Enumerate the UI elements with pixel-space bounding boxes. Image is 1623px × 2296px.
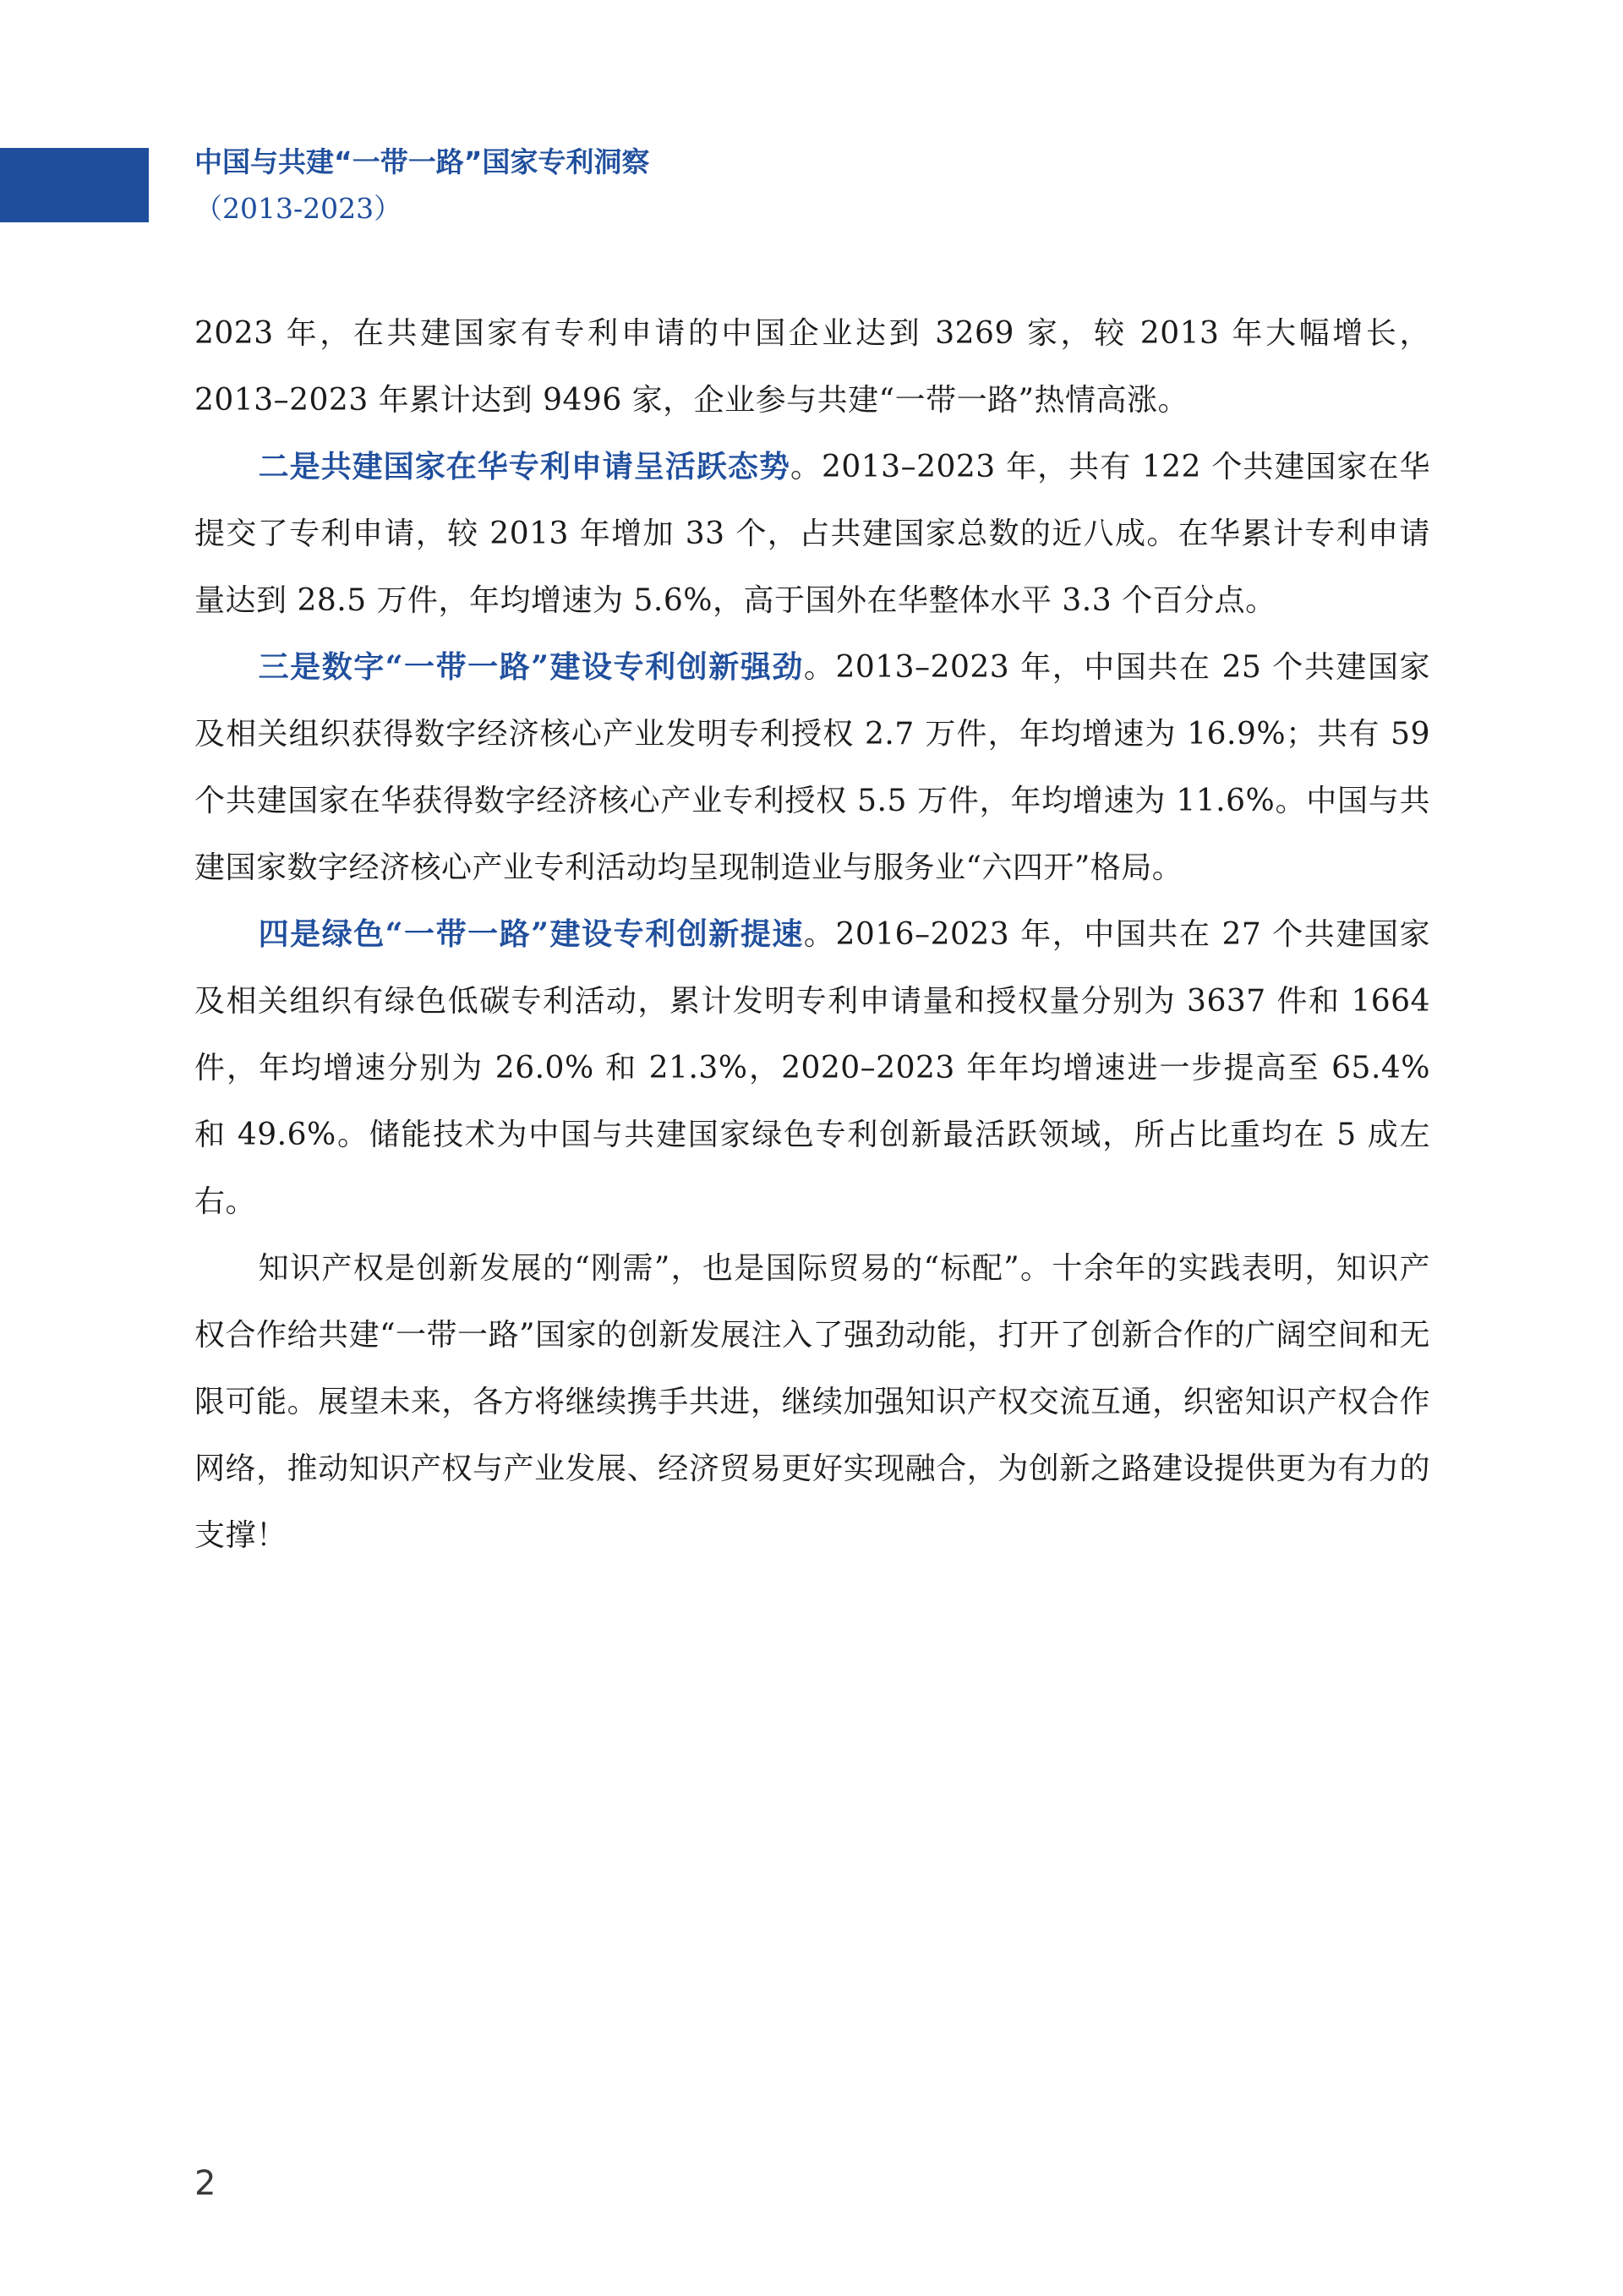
page-number: 2	[194, 2164, 216, 2203]
paragraph-lead: 二是共建国家在华专利申请呈活跃态势	[258, 449, 790, 484]
paragraph-text: 。2013–2023 年，中国共在 25 个共建国家及相关组织获得数字经济核心产业发明专利授权 2.7 万件，年均增速为 16.9%；共有 59 个共建国家在华获得数字经济核心产业专利授权 5.5 万件，年均增速为 11.6%。中国与共建国家数字经济核心产业专利活动均呈现制造业与服务业“六四开”格局。	[194, 650, 1430, 885]
paragraph-continued	[194, 300, 1430, 434]
running-header-title: 中国与共建“一带一路”国家专利洞察	[194, 145, 650, 178]
paragraph-point-four	[194, 901, 1430, 1235]
paragraph-text: 。2013–2023 年，共有 122 个共建国家在华提交了专利申请，较 2013 年增加 33 个，占共建国家总数的近八成。在华累计专利申请量达到 28.5 万件，年均增速为 5.6%，高于国外在华整体水平 3.3 个百分点。	[194, 450, 1430, 618]
paragraph-text: 知识产权是创新发展的“刚需”，也是国际贸易的“标配”。十余年的实践表明，知识产权合作给共建“一带一路”国家的创新发展注入了强劲动能，打开了创新合作的广阔空间和无限可能。展望未来，各方将继续携手共进，继续加强知识产权交流互通，织密知识产权合作网络，推动知识产权与产业发展、经济贸易更好实现融合，为创新之路建设提供更为有力的支撑！	[194, 1251, 1430, 1553]
header-color-bar	[0, 148, 149, 222]
paragraph-text: 。2016–2023 年，中国共在 27 个共建国家及相关组织有绿色低碳专利活动，累计发明专利申请量和授权量分别为 3637 件和 1664 件，年均增速分别为 26.0% 和 21.3%，2020–2023 年年均增速进一步提高至 65.4% 和 49.6%。储能技术为中国与共建国家绿色专利创新最活跃领域，所占比重均在 5 成左右。	[194, 917, 1430, 1219]
paragraph-conclusion	[194, 1235, 1430, 1569]
paragraph-point-three	[194, 634, 1430, 901]
paragraph-lead: 三是数字“一带一路”建设专利创新强劲	[258, 649, 804, 685]
running-header-subtitle: （2013-2023）	[194, 192, 402, 225]
body-text	[194, 300, 1430, 1569]
paragraph-point-two	[194, 434, 1430, 634]
paragraph-lead: 四是绿色“一带一路”建设专利创新提速	[258, 916, 804, 952]
paragraph-text: 2023 年，在共建国家有专利申请的中国企业达到 3269 家，较 2013 年大幅增长，2013–2023 年累计达到 9496 家，企业参与共建“一带一路”热情高涨。	[194, 316, 1430, 418]
